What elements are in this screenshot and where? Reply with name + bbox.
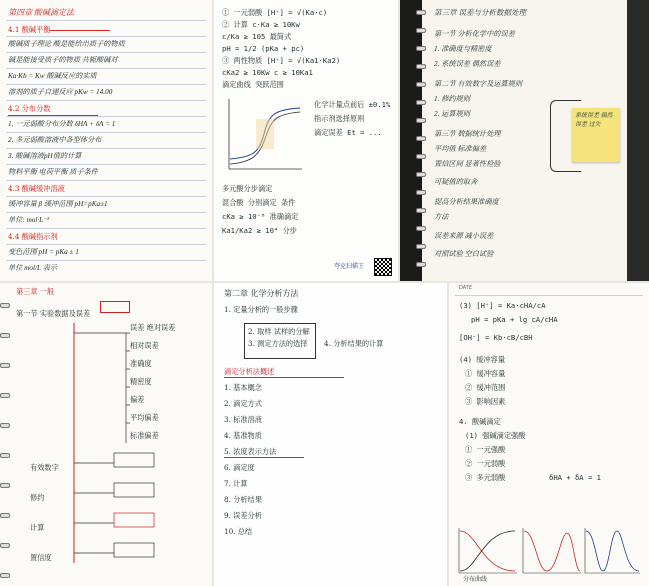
note-line: 1. 准确度与精密度 xyxy=(434,45,492,53)
note-line: ② 一元弱酸 xyxy=(465,459,506,468)
note-line: 9. 误差分析 xyxy=(224,511,262,520)
note-line: 准确度 xyxy=(130,359,152,368)
rule-line xyxy=(6,228,206,229)
note-line: 3. 标准溶液 xyxy=(224,415,262,424)
page-title: 第三章 误差与分析数据处理 xyxy=(434,8,526,17)
note-line: 对照试验 空白试验 xyxy=(434,250,494,258)
note-line: (4) 缓冲容量 xyxy=(459,355,506,364)
note-line: 4.3 酸碱缓冲溶液 xyxy=(8,184,65,193)
underline xyxy=(224,377,344,378)
note-photo-1 xyxy=(0,0,212,281)
note-line: pH = pKa + lg cA/cHA xyxy=(471,315,558,324)
note-line: 3. 测定方法的选择 xyxy=(248,339,308,348)
desk-background xyxy=(627,0,649,281)
note-line: 2. 取样 试样的分解 xyxy=(248,327,310,336)
date-header: DATE xyxy=(459,285,473,291)
note-line: cKa ≥ 10⁻⁸ 准确滴定 xyxy=(222,212,299,221)
note-line: 1. 定量分析的一般步骤 xyxy=(224,305,298,314)
note-line: 7. 计算 xyxy=(224,479,248,488)
note-line: 滴定曲线 突跃范围 xyxy=(222,80,284,89)
note-photo-2 xyxy=(214,0,398,281)
note-line: 5. 浓度表示方法 xyxy=(224,447,277,456)
note-line: 误差 绝对误差 xyxy=(130,323,176,332)
note-line: 滴定分析法概述 xyxy=(224,367,275,376)
note-line: 变色范围 pH = pKa ± 1 xyxy=(8,248,79,256)
note-line: ① 一元弱酸 [H⁺] = √(Ka·c) xyxy=(222,8,328,17)
titration-curve-sketch xyxy=(224,94,304,174)
note-line: ③ 多元弱酸 xyxy=(465,473,506,482)
note-line: 平均偏差 xyxy=(130,413,159,422)
rule-line xyxy=(6,244,206,245)
note-line: 碱是能接受质子的物质 共轭酸碱对 xyxy=(8,56,118,64)
note-line: (3) [H⁺] = Ka·cHA/cA xyxy=(459,301,546,310)
note-line: 多元酸分步滴定 xyxy=(222,184,273,193)
note-line: ① 缓冲容量 xyxy=(465,369,506,378)
note-line: 方法 xyxy=(434,213,449,221)
note-line: ③ 两性物质 [H⁺] = √(Ka1·Ka2) xyxy=(222,56,341,65)
note-line: Ka1/Ka2 ≥ 10⁴ 分步 xyxy=(222,226,297,235)
note-photo-6 xyxy=(449,283,649,586)
note-line: 4. 酸碱滴定 xyxy=(459,417,501,426)
note-line: 平均值 标准偏差 xyxy=(434,145,487,153)
note-line: 10. 总结 xyxy=(224,527,253,536)
note-line: 混合酸 分别滴定 条件 xyxy=(222,198,296,207)
note-line: 1. 一元弱酸分布分数 δHA + δA = 1 xyxy=(8,120,116,128)
note-line: 分布曲线 xyxy=(463,576,488,583)
note-line: 可疑值的取舍 xyxy=(434,178,478,186)
note-line: 4.2 分布分数 xyxy=(8,104,51,113)
note-line: ① 一元强酸 xyxy=(465,445,506,454)
underline xyxy=(8,115,98,116)
note-line: 4. 基准物质 xyxy=(224,431,262,440)
spiral-binding xyxy=(416,0,426,281)
rule-line xyxy=(6,20,206,21)
note-line: c/Ka ≥ 105 最简式 xyxy=(222,32,292,41)
node-box xyxy=(100,301,130,313)
rule-line xyxy=(6,180,206,181)
note-line: 第三节 数据统计处理 xyxy=(434,130,501,138)
note-line: [OH⁻] = Kb·cB/cBH xyxy=(459,333,533,342)
note-line: 4.4 酸碱指示剂 xyxy=(8,232,58,241)
note-line: 单位: mol·L⁻¹ xyxy=(8,216,50,224)
note-line: 3. 酸碱溶液pH值的计算 xyxy=(8,152,82,160)
rule-line xyxy=(455,295,643,296)
note-line: 化学计量点前后 ±0.1% xyxy=(314,100,391,109)
distribution-curves-sketch xyxy=(457,523,642,577)
note-line: 2. 多元弱酸溶液中各型体分布 xyxy=(8,136,102,144)
rule-line xyxy=(6,164,206,165)
note-line: 8. 分析结果 xyxy=(224,495,262,504)
note-line: 单位 mol/L 表示 xyxy=(8,264,57,272)
note-line: (1) 强碱滴定强酸 xyxy=(465,431,526,440)
note-line: 相对误差 xyxy=(130,341,159,350)
note-photo-3 xyxy=(400,0,649,281)
note-line: 修约 xyxy=(30,493,45,502)
rule-line xyxy=(6,260,206,261)
note-line: ② 计算 c·Ka ≥ 10Kw xyxy=(222,20,300,29)
note-photo-4 xyxy=(0,283,212,586)
note-line: 置信度 xyxy=(30,553,52,562)
note-line: ② 缓冲范围 xyxy=(465,383,506,392)
page-title: 第二章 化学分析方法 xyxy=(224,289,299,298)
note-line: 计算 xyxy=(30,523,45,532)
note-line: 偏差 xyxy=(130,395,145,404)
note-line: 4. 分析结果的计算 xyxy=(324,339,384,348)
rule-line xyxy=(6,36,206,37)
note-line: 1. 基本概念 xyxy=(224,383,262,392)
note-line: 滴定误差 Et = ... xyxy=(314,128,382,137)
note-line: 缓冲容量 β 缓冲范围 pH=pKa±1 xyxy=(8,200,108,208)
note-line: 提高分析结果准确度 xyxy=(434,198,499,206)
rule-line xyxy=(6,148,206,149)
note-line: 2. 滴定方式 xyxy=(224,399,262,408)
page-title: 第四章 酸碱滴定法 xyxy=(8,8,74,17)
rule-line xyxy=(6,100,206,101)
note-line: ③ 影响因素 xyxy=(465,397,506,406)
note-line: 第二节 有效数字及运算规则 xyxy=(434,80,523,88)
note-line: 2. 运算规则 xyxy=(434,110,470,118)
note-line: 精密度 xyxy=(130,377,152,386)
note-line: 2. 系统误差 偶然误差 xyxy=(434,60,501,68)
rule-line xyxy=(6,52,206,53)
qr-code-icon xyxy=(374,258,392,276)
note-line: 指示剂选择原则 xyxy=(314,114,365,123)
note-line: 4.1 酸碱平衡 xyxy=(8,25,51,34)
page-title: 第三章 一般 xyxy=(16,287,55,296)
rule-line xyxy=(6,196,206,197)
rule-line xyxy=(6,84,206,85)
note-line: 误差来源 减小误差 xyxy=(434,232,494,240)
note-line: Ka·Kb = Kw 酸碱反应的实质 xyxy=(8,72,97,80)
note-line: cKa2 ≥ 10Kw c ≥ 10Ka1 xyxy=(222,68,313,77)
rule-line xyxy=(6,132,206,133)
note-photo-5 xyxy=(214,283,447,586)
note-line: δHA + δA = 1 xyxy=(549,473,601,482)
note-line: 置信区间 显著性检验 xyxy=(434,160,501,168)
note-line: 第一节 实验数据及误差 xyxy=(16,309,91,318)
note-line: 溶剂的质子自递反应 pKw = 14.00 xyxy=(8,88,113,96)
brace xyxy=(550,100,581,172)
note-line: 物料平衡 电荷平衡 质子条件 xyxy=(8,168,98,176)
spiral-binding xyxy=(0,283,10,586)
note-line: pH = 1/2 (pKa + pc) xyxy=(222,44,305,53)
sticky-note-text: 系统误差 偶然误差 过失 xyxy=(575,113,613,128)
note-line: 标准偏差 xyxy=(130,431,159,440)
note-line: 酸碱质子理论 酸是能给出质子的物质 xyxy=(8,40,125,48)
rule-line xyxy=(6,68,206,69)
scanner-watermark: 夸克扫描王 xyxy=(334,263,365,270)
note-line: 有效数字 xyxy=(30,463,59,472)
note-line: 1. 修约规则 xyxy=(434,95,470,103)
note-line: 6. 滴定度 xyxy=(224,463,255,472)
rule-line xyxy=(6,212,206,213)
rule-line xyxy=(6,116,206,117)
underline xyxy=(224,457,304,458)
note-line: 第一节 分析化学中的误差 xyxy=(434,30,515,38)
underline xyxy=(50,30,110,31)
mind-map-connectors xyxy=(14,313,209,583)
